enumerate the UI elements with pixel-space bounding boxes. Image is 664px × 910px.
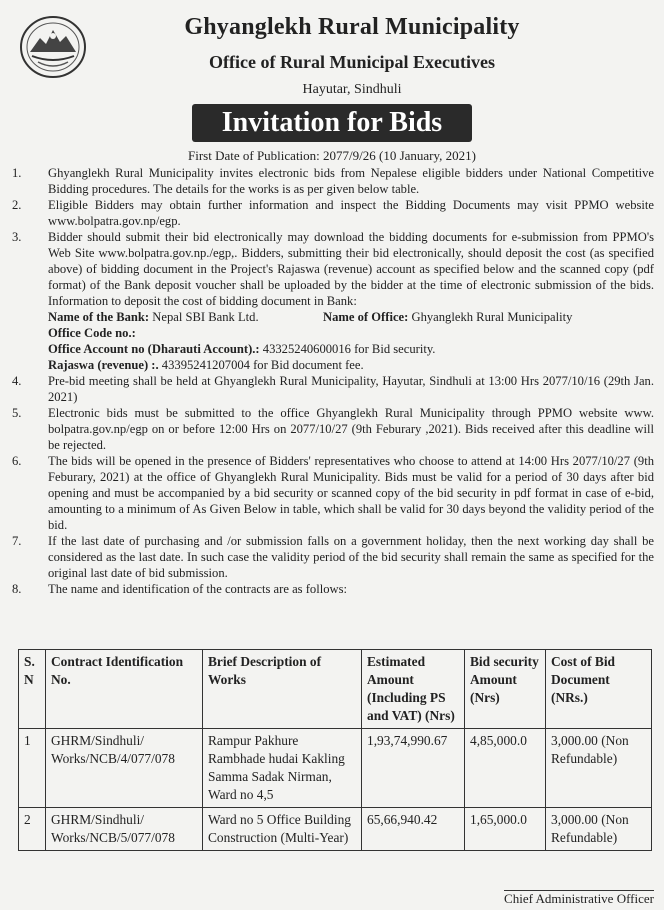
header-contract-id: Contract Identification No. (46, 650, 203, 729)
cell-contract-id: GHRM/Sindhuli/ Works/NCB/5/077/078 (46, 808, 203, 851)
table-row (19, 729, 652, 808)
office-subtitle: Office of Rural Municipal Executives (209, 52, 495, 72)
list-item (12, 405, 654, 453)
cell-estimated-amount: 65,66,940.42 (362, 808, 465, 851)
cell-description: Rampur Pakhure Rambhade hudai Kakling Samma Sadak Nirman, Ward no 4,5 (203, 729, 362, 808)
cell-sn: 2 (19, 808, 46, 851)
cell-sn: 1 (19, 729, 46, 808)
rajaswa-label: Rajaswa (revenue) :. (48, 358, 159, 372)
office-name-value: Ghyanglekh Rural Municipality (411, 310, 573, 324)
cell-bid-security: 4,85,000.0 (465, 729, 546, 808)
item-number: 7. (12, 534, 22, 548)
table-row (19, 808, 652, 851)
item-text: Bidder should submit their bid electronically may download the bidding documents for e-submission from PPMO's Web Site www.bolpatra.gov.np./egp,. Bidders, submitting their bid electronically, should deposit the cost (as specified above) of bidding document in the Project's Rajaswa (revenue) account as specified below and the scanned copy (pdf format) of the Bank deposit voucher shall be uploaded by the bidder at the time of electronic submission of the bids. Information to deposit the cost of bidding document in Bank: (48, 230, 654, 308)
invitation-banner: Invitation for Bids (192, 104, 472, 142)
cell-bid-security: 1,65,000.0 (465, 808, 546, 851)
item-text: If the last date of purchasing and /or submission falls on a government holiday, then the next working day shall be considered as the last date. In such case the validity period of the bid security shall remain the same as specified for the original last date of bid submission. (48, 534, 654, 580)
list-item (12, 165, 654, 197)
cell-contract-id: GHRM/Sindhuli/ Works/NCB/4/077/078 (46, 729, 203, 808)
item-text: Eligible Bidders may obtain further information and inspect the Bidding Documents may visit PPMO website www.bolpatra.gov.np/egp. (48, 198, 654, 228)
bank-details (12, 309, 654, 373)
header-sn: S. N (19, 650, 46, 729)
item-number: 2. (12, 198, 22, 212)
header-estimated-amount: Estimated Amount (Including PS and VAT) (Nrs) (362, 650, 465, 729)
cell-document-cost: 3,000.00 (Non Refundable) (546, 808, 652, 851)
cell-document-cost: 3,000.00 (Non Refundable) (546, 729, 652, 808)
list-item (12, 581, 654, 597)
list-item (12, 229, 654, 309)
signature-line: Chief Administrative Officer (504, 891, 654, 906)
bank-name-value: Nepal SBI Bank Ltd. (152, 310, 259, 324)
municipality-title: Ghyanglekh Rural Municipality (184, 14, 520, 40)
publication-date: First Date of Publication: 2077/9/26 (10 January, 2021) (187, 148, 476, 163)
item-text: Electronic bids must be submitted to the office Ghyanglekh Rural Municipality through PPMO website www. bolpatra.gov.np/egp on or before 12:00 Hrs on 2077/10/27 (9th Feburary ,2021). Bids received after this deadline will be rejected. (48, 406, 654, 452)
account-value: 43325240600016 for Bid security. (262, 342, 436, 356)
bank-name-label: Name of the Bank: (48, 310, 150, 324)
contracts-table (18, 649, 652, 851)
rajaswa-value: 43395241207004 for Bid document fee. (161, 358, 364, 372)
item-number: 5. (12, 406, 22, 420)
notice-body (12, 165, 654, 597)
office-name-label: Name of Office: (323, 310, 409, 324)
header-bid-security: Bid security Amount (Nrs) (465, 650, 546, 729)
item-number: 6. (12, 454, 22, 468)
item-text: Pre-bid meeting shall be held at Ghyanglekh Rural Municipality, Hayutar, Sindhuli at 13:00 Hrs 2077/10/16 (29th Jan. 2021) (48, 374, 654, 404)
item-number: 8. (12, 582, 22, 596)
item-number: 4. (12, 374, 22, 388)
table-header-row (19, 650, 652, 729)
list-item (12, 533, 654, 581)
header-description: Brief Description of Works (203, 650, 362, 729)
item-text: Ghyanglekh Rural Municipality invites electronic bids from Nepalese eligible bidders under National Competitive Bidding procedures. The details for the works is as per given below table. (48, 166, 654, 196)
header-document-cost: Cost of Bid Document (NRs.) (546, 650, 652, 729)
item-text: The name and identification of the contracts are as follows: (48, 582, 347, 596)
list-item (12, 197, 654, 229)
office-code-label: Office Code no.: (48, 326, 136, 340)
list-item (12, 373, 654, 405)
list-item (12, 453, 654, 533)
cell-estimated-amount: 1,93,74,990.67 (362, 729, 465, 808)
account-label: Office Account no (Dharauti Account).: (48, 342, 260, 356)
item-text: The bids will be opened in the presence of Bidders' representatives who choose to attend at 14:00 Hrs 2077/10/27 (9th Feburary, 2021) at the office of Ghyanglekh Rural Municipality. Bids must be valid for a period of 30 days after bid opening and must be accompanied by a bid security or scanned copy of the bid security in pdf format in case of e-bid, amounting to a minimum of As Given Below in table, which shall be valid for 30 days beyond the validity period of the bid. (48, 454, 654, 532)
item-number: 1. (12, 166, 22, 180)
item-number: 3. (12, 230, 22, 244)
cell-description: Ward no 5 Office Building Construction (Multi-Year) (203, 808, 362, 851)
office-location: Hayutar, Sindhuli (302, 82, 402, 97)
